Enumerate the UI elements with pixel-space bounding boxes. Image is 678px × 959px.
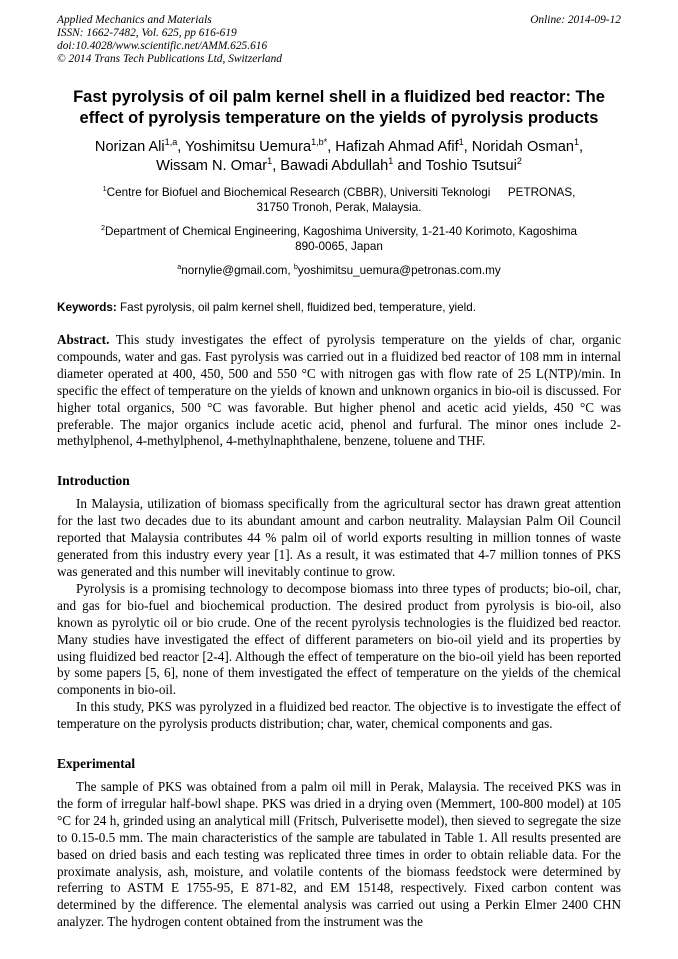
journal-meta (57, 14, 282, 66)
author-emails: $^a$nornylie@gmail.com, $^b$yoshimitsu_uemura@petronas.com.my (177, 262, 501, 277)
paper-title (57, 87, 621, 129)
journal-doi: doi:10.4028/www.scientific.net/AMM.625.616 (57, 40, 268, 52)
keywords-label: Keywords: (57, 301, 117, 314)
introduction-paragraph-2: Pyrolysis is a promising technology to decompose biomass into three types of products; bio-oil, char, and gas for bio-fuel and biochemical production. The desired product from pyrolysis is bio-oil, also known as pyrolytic oil or bio crude. One of the recent pyrolysis technologies is the fluidized bed reactor. Many studies have investigated the effect of different parameters on bio-oil yield and its properties by using fluidized bed reactor [2-4]. Although the effect of temperature on the bio-oil yield has been reported by some papers [5, 6], none of them investigated the effect of temperature on the yields of the chemical components in bio-oil. (57, 580, 621, 698)
experimental-paragraph-1: The sample of PKS was obtained from a palm oil mill in Perak, Malaysia. The received PKS was in the form of irregular half-bowl shape. PKS was dried in a drying oven (Memmert, 100-800 model) at 105 °C for 24 h, grinded using an analytical mill (Fritsch, Pulverisette model), then sieved to segregate the size to 0.15-0.5 mm. The main characteristics of the sample are tabulated in Table 1. All results presented are based on dried basis and each testing was replicated three times in order to obtain reliable data. For the proximate analysis, ash, moisture, and volatile contents of the biomass feedstock were determined by referring to ASTM E 1755-95, E 871-82, and EM 15148, respectively. Fixed carbon content was determined by the difference. The elemental analysis was carried out using a Perkin Elmer 2400 CHN analyzer. The hydrogen content obtained from the instrument was the (57, 779, 621, 930)
abstract-label: Abstract. (57, 332, 110, 347)
section-heading-introduction: Introduction (57, 473, 130, 489)
introduction-paragraph-1: In Malaysia, utilization of biomass specifically from the agricultural sector has drawn great attention for the last two decades due to its abundant amount and carbon neutrality. Malaysian Palm Oil Council reported that Malaysia contributes 44 % palm oil of world exports resulting in million tonnes of waste generated from this industry every year [1]. As a result, it was estimated that 4-7 million tonnes of PKS was generated and this number will inevitably continue to grow. (57, 496, 621, 579)
keywords-text: Fast pyrolysis, oil palm kernel shell, fluidized bed, temperature, yield. (116, 301, 476, 314)
journal-header (57, 14, 621, 66)
author-line: Norizan Ali$^{1,a}$, Yoshimitsu Uemura$^{1,b*}$, Hafizah Ahmad Afif$^1$, Noridah Osman$^1$, Wissam N. Omar$^1$, Bawadi Abdullah$^1$ and Toshio Tsutsui$^2$ (94, 137, 584, 174)
paper-title-line-1: Fast pyrolysis of oil palm kernel shell in a fluidized bed reactor: The (73, 88, 605, 106)
paper-title-line-2: effect of pyrolysis temperature on the yields of pyrolysis products (79, 109, 599, 127)
keywords-line (57, 300, 621, 315)
affiliation-1: $^1$Centre for Biofuel and Biochemical Research (CBBR), Universiti Teknologi PETRONAS, 31750 Tronoh, Perak, Malaysia. (102, 184, 576, 214)
introduction-paragraph-3: In this study, PKS was pyrolyzed in a fluidized bed reactor. The objective is to investigate the effect of temperature on the pyrolysis products distribution; char, water, chemical components and gas. (57, 699, 621, 732)
affiliation-2: $^2$Department of Chemical Engineering, Kagoshima University, 1-21-40 Korimoto, Kagoshima 890-0065, Japan (100, 223, 578, 253)
abstract-text: This study investigates the effect of pyrolysis temperature on the yields of char, organic compounds, water and gas. Fast pyrolysis was carried out in a fluidized bed reactor of 108 mm in internal diameter operated at 400, 450, 500 and 550 °C with nitrogen gas with flow rate of 25 L(NTP)/min. In specific the effect of temperature on the yields of known and unknown organics in bio-oil is discussed. For higher total organics, 500 °C was favorable. But higher phenol and acetic acid yields, 450 °C was preferable. The major organics include acetic acid, phenol and furfural. The minor ones include 2-methylphenol, 4-methylphenol, 4-methylnaphthalene, benzene, toluene and THF. (57, 332, 621, 449)
abstract-paragraph (57, 332, 621, 450)
online-date: Online: 2014-09-12 (530, 14, 621, 26)
journal-issn-volume: ISSN: 1662-7482, Vol. 625, pp 616-619 (57, 27, 237, 39)
journal-copyright: © 2014 Trans Tech Publications Ltd, Switzerland (57, 53, 282, 65)
journal-title: Applied Mechanics and Materials (57, 14, 212, 26)
section-heading-experimental: Experimental (57, 756, 136, 772)
